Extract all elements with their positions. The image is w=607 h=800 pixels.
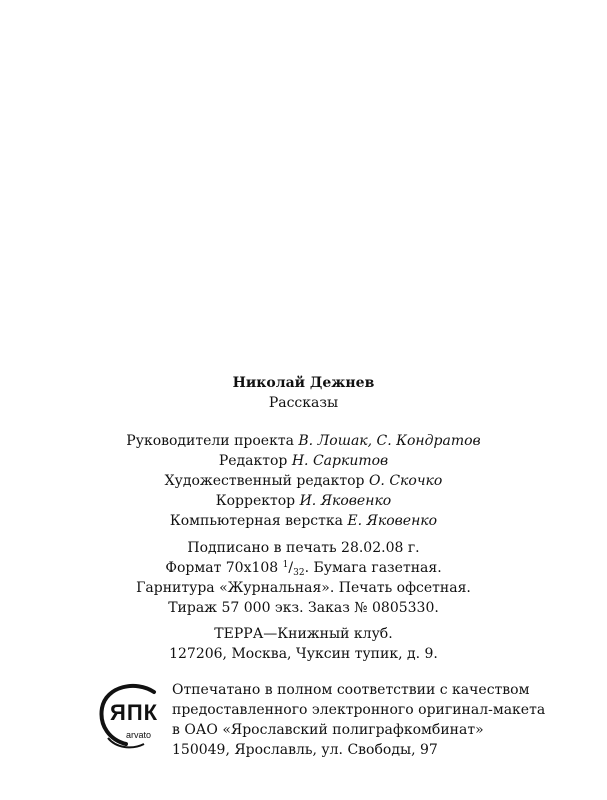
credit-line — [0, 471, 607, 491]
credit-names: И. Яковенко — [299, 493, 392, 509]
signed-line: Подписано в печать 28.02.08 г. — [187, 540, 420, 556]
credit-role: Руководители проекта — [126, 433, 294, 449]
credit-role: Редактор — [218, 453, 288, 469]
logo-subtext: arvato — [126, 730, 152, 740]
printer-logo — [96, 678, 166, 762]
credit-line — [0, 451, 607, 471]
credit-names: О. Скочко — [368, 473, 443, 489]
format-numerator: 1 — [282, 560, 289, 570]
format-slash: / — [288, 560, 294, 576]
printer-line: Отпечатано в полном соответствии с качеством — [172, 682, 530, 698]
publication-data — [0, 538, 607, 618]
printer-line: предоставленного электронного оригинал-макета — [172, 702, 546, 718]
printer-info — [172, 680, 592, 760]
format-prefix: Формат 70x108 — [165, 560, 283, 576]
book-title: Рассказы — [268, 395, 339, 411]
publisher-name: ТЕРРА—Книжный клуб. — [214, 626, 393, 642]
book-author: Николай Дежнев — [232, 375, 375, 391]
credit-line — [0, 511, 607, 531]
format-suffix: . Бумага газетная. — [304, 560, 442, 576]
format-denominator: 32 — [293, 568, 305, 578]
typeface-line: Гарнитура «Журнальная». Печать офсетная. — [136, 580, 471, 596]
credit-line — [0, 491, 607, 511]
printer-line: в ОАО «Ярославский полиграфкомбинат» — [172, 722, 484, 738]
credit-line — [0, 431, 607, 451]
logo-letters: ЯПК — [110, 700, 159, 725]
publisher-block — [0, 624, 607, 664]
format-line — [0, 558, 607, 578]
book-heading — [0, 373, 607, 413]
print-run-line: Тираж 57 000 экз. Заказ № 0805330. — [168, 600, 439, 616]
credits-block — [0, 431, 607, 531]
printer-line: 150049, Ярославль, ул. Свободы, 97 — [172, 742, 438, 758]
publisher-address: 127206, Москва, Чуксин тупик, д. 9. — [169, 646, 438, 662]
credit-role: Компьютерная верстка — [169, 513, 343, 529]
credit-names: В. Лошак, С. Кондратов — [298, 433, 481, 449]
credit-role: Художественный редактор — [164, 473, 365, 489]
credit-role: Корректор — [215, 493, 296, 509]
credit-names: Н. Саркитов — [291, 453, 389, 469]
credit-names: Е. Яковенко — [347, 513, 438, 529]
